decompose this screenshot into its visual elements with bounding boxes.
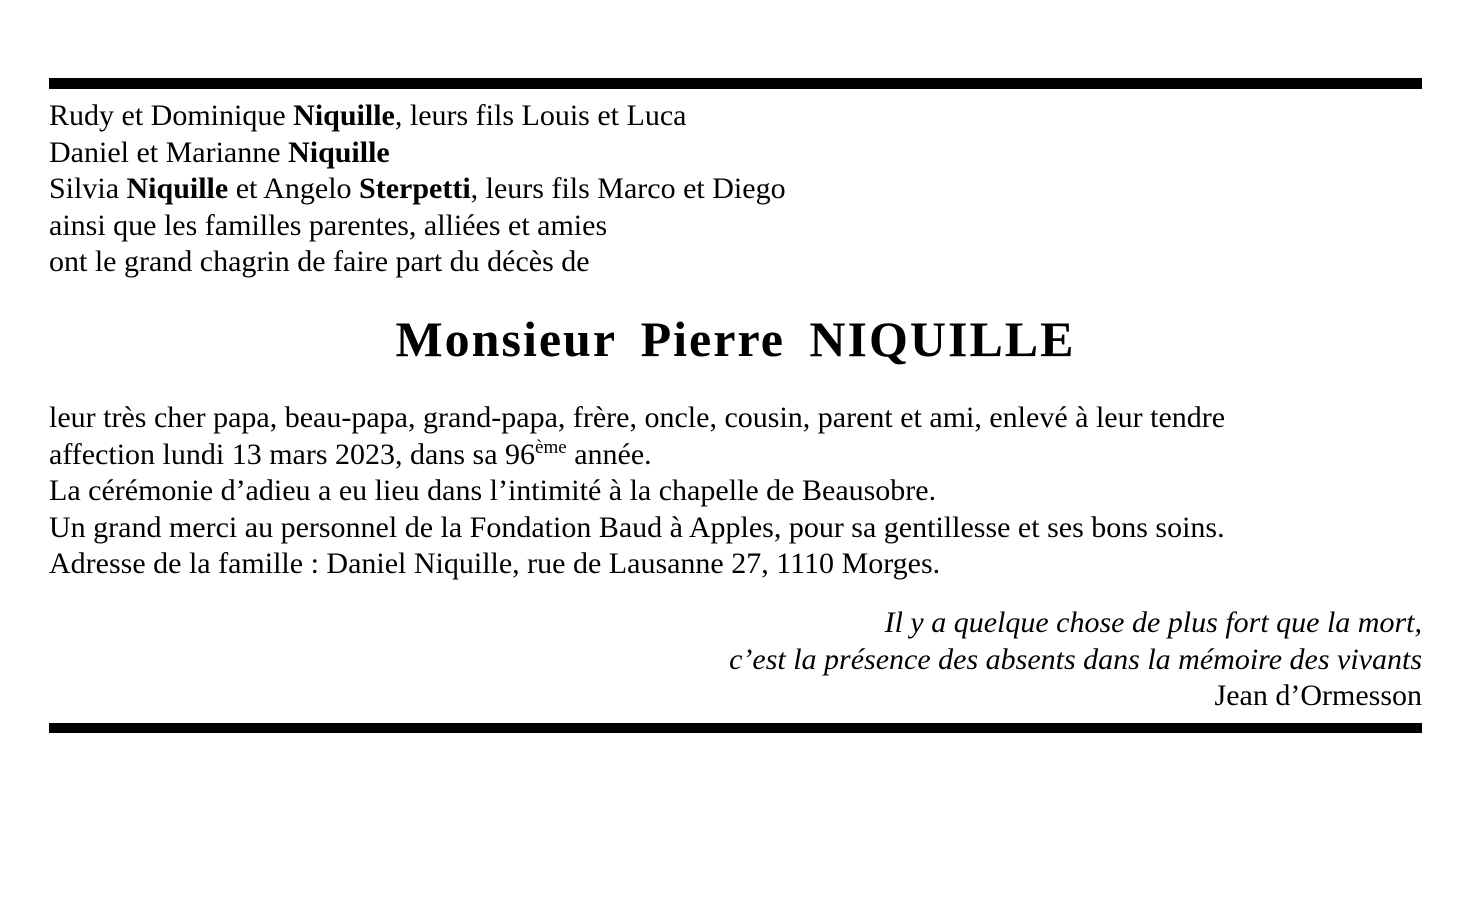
body-line-3: La cérémonie d’adieu a eu lieu dans l’intimité à la chapelle de Beausobre. <box>49 474 937 508</box>
family-name: Niquille <box>288 135 390 169</box>
body-line-2 <box>49 437 1422 474</box>
intro-line-1-post: , leurs fils Louis et Luca <box>394 99 687 132</box>
quote-line-2: c’est la présence des absents dans la mémoire des vivants <box>729 642 1422 676</box>
intro-line-5: ont le grand chagrin de faire part du décès de <box>49 245 590 279</box>
body-line-2-pre: affection lundi 13 mars 2023, dans sa 96 <box>49 437 536 471</box>
body-line-1: leur très cher papa, beau-papa, grand-papa, frère, oncle, cousin, parent et ami, enlevé à leur tendre <box>49 400 1226 434</box>
quote-attribution: Jean d’Ormesson <box>1214 679 1422 713</box>
family-name: Sterpetti <box>359 172 471 206</box>
family-intro <box>49 98 1422 281</box>
intro-line-2 <box>49 135 1422 172</box>
intro-line-3 <box>49 171 1422 208</box>
deceased-name-title: Monsieur Pierre NIQUILLE <box>395 310 1076 367</box>
intro-line-1 <box>49 98 1422 135</box>
ordinal-superscript: ème <box>535 436 567 458</box>
body-line-5: Adresse de la famille : Daniel Niquille, rue de Lausanne 27, 1110 Morges. <box>49 547 941 581</box>
body-line-4: Un grand merci au personnel de la Fondation Baud à Apples, pour sa gentillesse et ses bons soins. <box>49 510 1225 544</box>
family-name: Niquille <box>293 99 395 132</box>
intro-line-3-mid: et Angelo <box>228 172 360 206</box>
intro-line-3-pre: Silvia <box>49 172 127 206</box>
quote-line-1: Il y a quelque chose de plus fort que la mort, <box>884 605 1422 639</box>
family-name: Niquille <box>126 172 229 206</box>
intro-line-2-pre: Daniel et Marianne <box>49 135 289 169</box>
announcement-body <box>49 400 1422 583</box>
body-line-2-post: année. <box>566 437 652 471</box>
intro-line-3-post: , leurs fils Marco et Diego <box>470 172 786 206</box>
intro-line-4: ainsi que les familles parentes, alliées et amies <box>49 208 608 242</box>
intro-line-1-pre: Rudy et Dominique <box>49 99 294 132</box>
memorial-quote <box>49 605 1422 715</box>
obituary-document <box>0 78 1472 900</box>
bottom-rule <box>49 723 1422 733</box>
top-rule <box>49 78 1422 89</box>
